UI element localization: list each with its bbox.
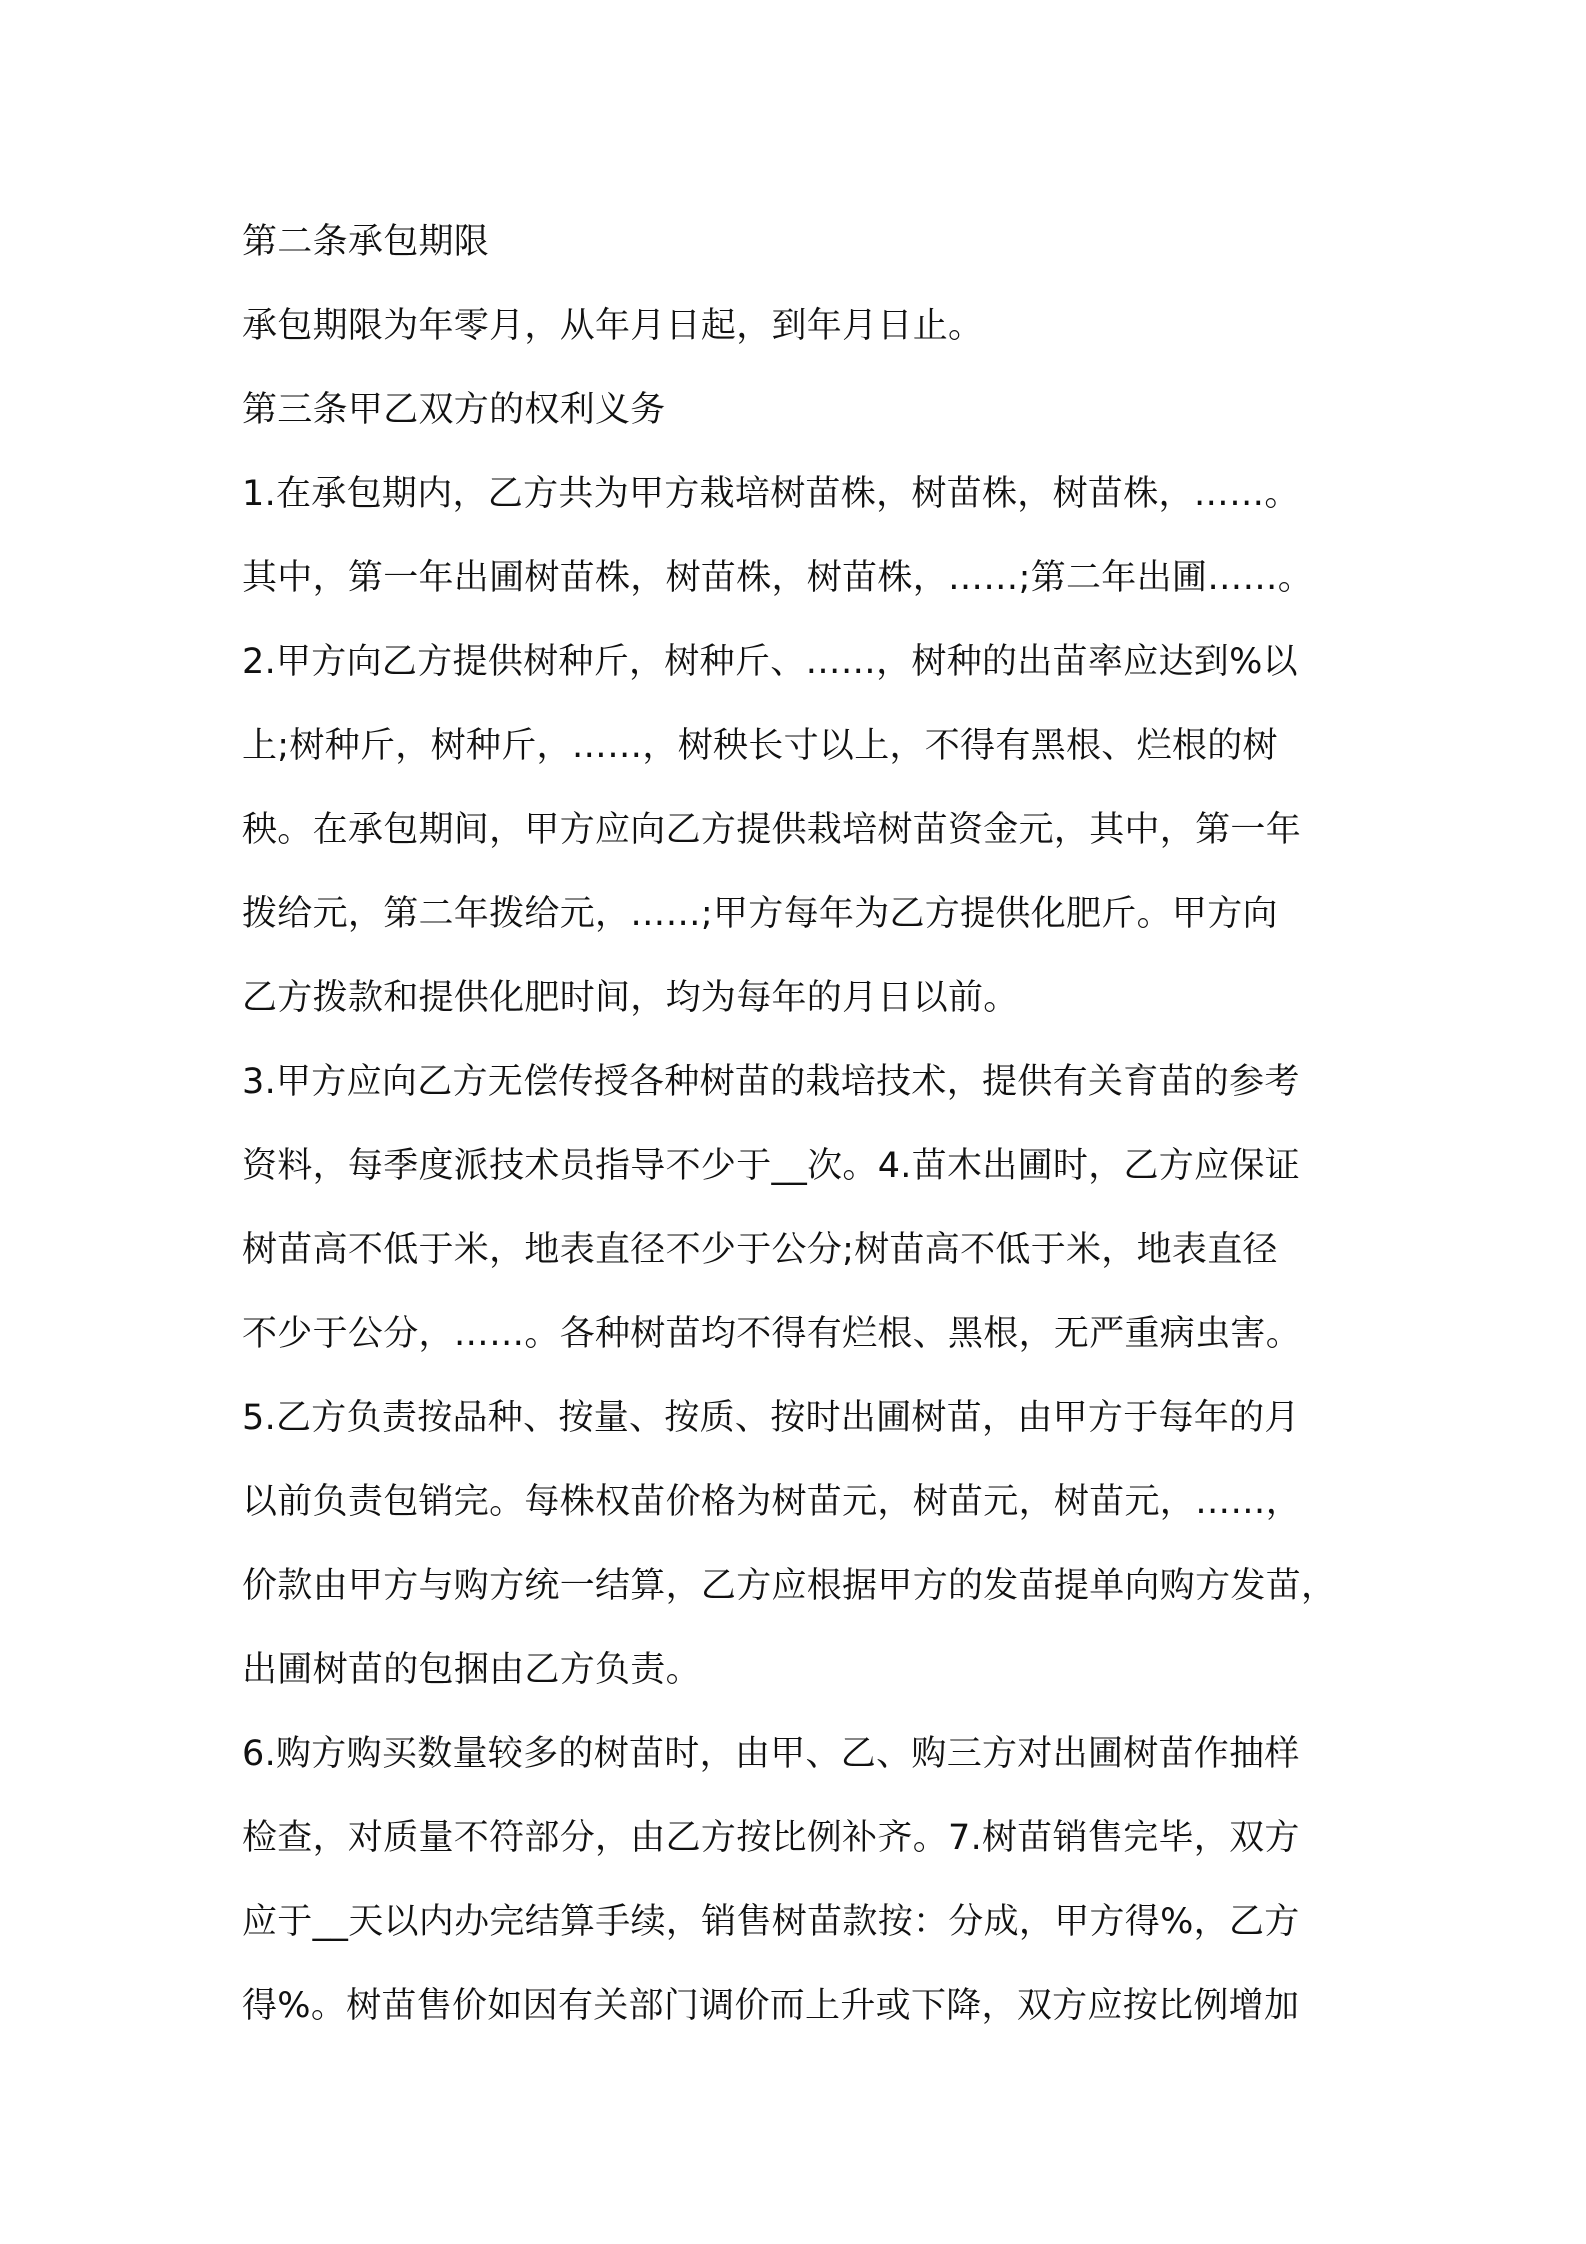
text-line: 乙方拨款和提供化肥时间，均为每年的月日以前。 [242,978,1019,1018]
text-line: 秧。在承包期间，甲方应向乙方提供栽培树苗资金元，其中，第一年 [242,810,1302,850]
text-line: 6.购方购买数量较多的树苗时，由甲、乙、购三方对出圃树苗作抽样 [242,1734,1300,1774]
section-heading-rights: 第三条甲乙双方的权利义务 [242,390,666,430]
text-line: 出圃树苗的包捆由乙方负责。 [242,1650,701,1690]
text-line: 检查，对质量不符部分，由乙方按比例补齐。7.树苗销售完毕，双方 [242,1818,1300,1858]
section-heading-term: 第二条承包期限 [242,222,490,262]
text-line: 其中，第一年出圃树苗株，树苗株，树苗株，……;第二年出圃……。 [242,558,1314,598]
contract-text [242,200,1372,2048]
text-line: 价款由甲方与购方统一结算，乙方应根据甲方的发苗提单向购方发苗， [242,1566,1337,1606]
text-line: 资料，每季度派技术员指导不少于__次。4.苗木出圃时，乙方应保证 [242,1146,1300,1186]
text-line: 树苗高不低于米，地表直径不少于公分;树苗高不低于米，地表直径 [242,1230,1278,1270]
text-line: 应于__天以内办完结算手续，销售树苗款按：分成，甲方得%，乙方 [242,1902,1300,1942]
text-line: 以前负责包销完。每株权苗价格为树苗元，树苗元，树苗元，……， [242,1482,1302,1522]
text-line: 拨给元，第二年拨给元，……;甲方每年为乙方提供化肥斤。甲方向 [242,894,1278,934]
text-line: 上;树种斤，树种斤，……，树秧长寸以上，不得有黑根、烂根的树 [242,726,1278,766]
text-line: 得%。树苗售价如因有关部门调价而上升或下降，双方应按比例增加 [242,1986,1300,2026]
text-line: 不少于公分，……。各种树苗均不得有烂根、黑根，无严重病虫害。 [242,1314,1302,1354]
text-line: 2.甲方向乙方提供树种斤，树种斤、……，树种的出苗率应达到%以 [242,642,1298,682]
text-line: 1.在承包期内，乙方共为甲方栽培树苗株，树苗株，树苗株，……。 [242,474,1300,514]
text-line: 3.甲方应向乙方无偿传授各种树苗的栽培技术，提供有关育苗的参考 [242,1062,1300,1102]
text-line: 5.乙方负责按品种、按量、按质、按时出圃树苗，由甲方于每年的月 [242,1398,1300,1438]
text-line: 承包期限为年零月，从年月日起，到年月日止。 [242,306,984,346]
